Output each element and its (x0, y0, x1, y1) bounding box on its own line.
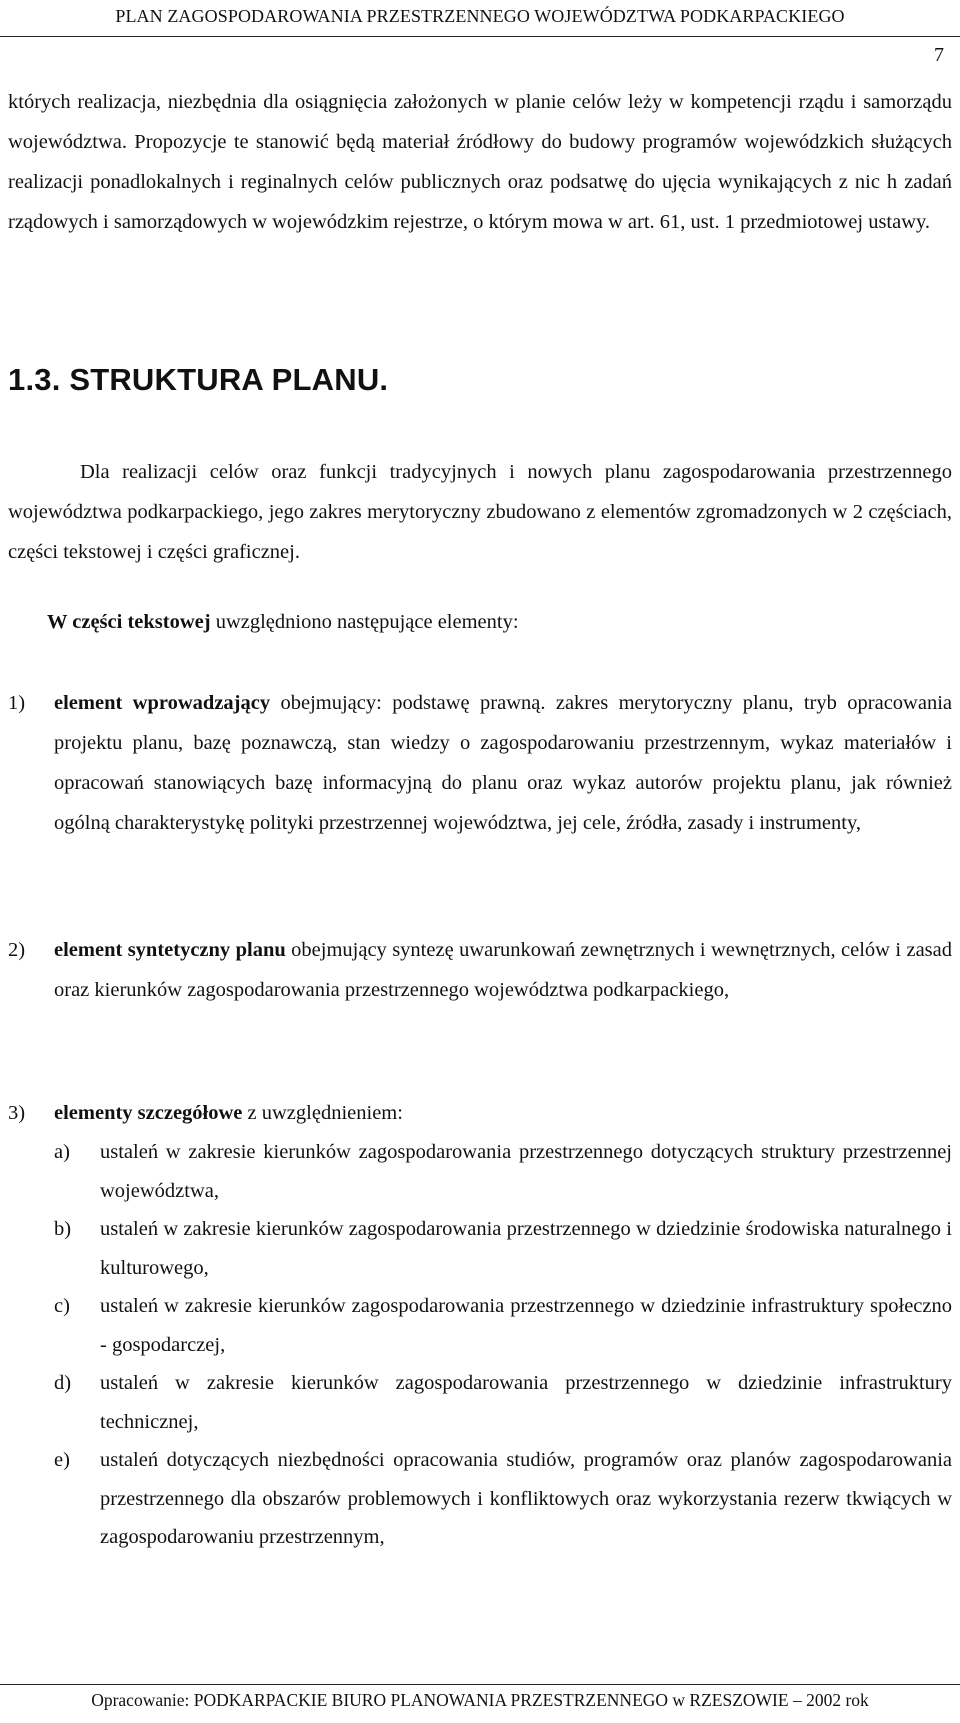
sub-item-letter: a) (54, 1141, 70, 1163)
list-item-bold: element wprowadzający (54, 692, 271, 714)
list-item-bold: element syntetyczny planu (54, 939, 286, 961)
sub-list (54, 1133, 952, 1557)
list-item-number: 3) (8, 1102, 26, 1124)
text-part-intro (47, 611, 519, 634)
sub-item-text: ustaleń w zakresie kierunków zagospodarowania przestrzennego dotyczących struktury przestrzennej województwa, (100, 1141, 952, 1202)
page-footer: Opracowanie: PODKARPACKIE BIURO PLANOWANIA PRZESTRZENNEGO w RZESZOWIE – 2002 rok (91, 1690, 869, 1710)
list-item-text: obejmujący syntezę uwarunkowań zewnętrznych i wewnętrznych, celów i zasad oraz kierunków zagospodarowania przestrzennego województwa podkarpackiego, (54, 939, 952, 1001)
sub-item-text: ustaleń w zakresie kierunków zagospodarowania przestrzennego w dziedzinie środowiska naturalnego i kulturowego, (100, 1218, 952, 1279)
sub-list-item (54, 1133, 952, 1210)
sub-list-item (54, 1210, 952, 1287)
section-heading: 1.3. STRUKTURA PLANU. (8, 362, 389, 397)
sub-list-item (54, 1287, 952, 1364)
list-item-text: obejmujący: podstawę prawną. zakres merytoryczny planu, tryb opracowania projektu planu, bazę poznawczą, stan wiedzy o zagospodarowaniu przestrzennym, wykaz materiałów i opracowań stanowiących bazę informacyjną do planu oraz wykaz autorów projektu planu, jak również ogólną charakterystykę polityki przestrzennej województwa, jej cele, źródła, zasady i instrumenty, (54, 692, 952, 834)
intro-paragraph: których realizacja, niezbędnia dla osiągnięcia założonych w planie celów leży w kompetencji rządu i samorządu województwa. Propozycje te stanowić będą materiał źródłowy do budowy programów wojewódzkich służących realizacji ponadlokalnych i reginalnych celów publicznych oraz podsatwę do ujęcia wynikających z nic h zadań rządowych i samorządowych w wojewódzkim rejestrze, o którym mowa w art. 61, ust. 1 przedmiotowej ustawy. (8, 91, 952, 233)
list-item-body (54, 930, 952, 1010)
sub-item-letter: b) (54, 1218, 72, 1240)
list-item-body (54, 683, 952, 843)
sub-item-letter: c) (54, 1295, 70, 1317)
header-divider (0, 36, 960, 37)
page-header: PLAN ZAGOSPODAROWANIA PRZESTRZENNEGO WOJEWÓDZTWA PODKARPACKIEGO (115, 6, 845, 26)
sub-item-text: ustaleń dotyczących niezbędności opracowania studiów, programów oraz planów zagospodarowania przestrzennego dla obszarów problemowych i konfliktowych oraz wykorzystania rezerw tkwiących w zagospodarowaniu przestrzennym, (100, 1449, 952, 1548)
sub-item-letter: e) (54, 1449, 70, 1471)
sub-list-item (54, 1441, 952, 1557)
list-item-number: 2) (8, 939, 26, 961)
list-item-text: z uwzględnieniem: (242, 1102, 403, 1124)
list-item-number: 1) (8, 692, 26, 714)
sub-item-letter: d) (54, 1372, 72, 1394)
sub-item-text: ustaleń w zakresie kierunków zagospodarowania przestrzennego w dziedzinie infrastruktury społeczno - gospodarczej, (100, 1295, 952, 1356)
list-item (8, 1093, 952, 1133)
list-item (8, 930, 952, 1010)
text-part-bold: W części tekstowej (47, 611, 211, 633)
list-item-body (54, 1093, 952, 1133)
structure-paragraph: Dla realizacji celów oraz funkcji tradycyjnych i nowych planu zagospodarowania przestrzennego województwa podkarpackiego, jego zakres merytoryczny zbudowano z elementów zgromadzonych w 2 częściach, części tekstowej i części graficznej. (8, 461, 952, 563)
list-item (8, 683, 952, 843)
text-part-rest: uwzględniono następujące elementy: (210, 611, 519, 633)
sub-list-item (54, 1364, 952, 1441)
footer-divider (0, 1684, 960, 1685)
sub-item-text: ustaleń w zakresie kierunków zagospodarowania przestrzennego w dziedzinie infrastruktury technicznej, (100, 1372, 952, 1433)
list-item-bold: elementy szczegółowe (54, 1102, 243, 1124)
page-number: 7 (934, 44, 944, 66)
